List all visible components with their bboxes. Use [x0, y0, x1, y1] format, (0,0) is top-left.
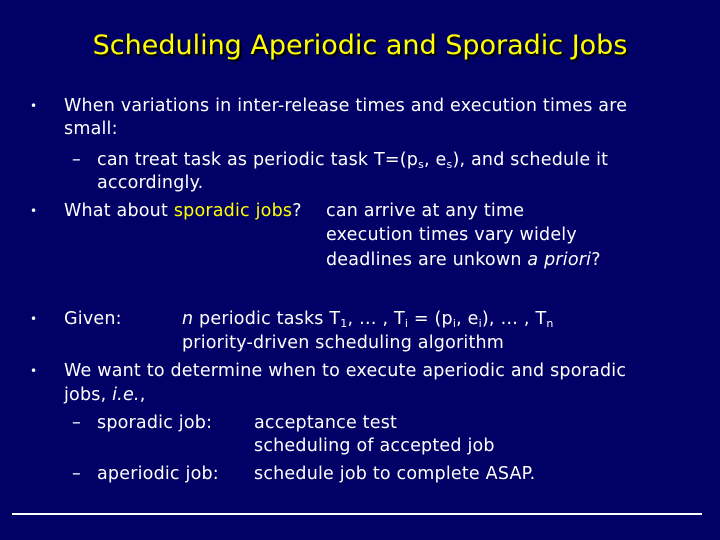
aperiodic-job-label: aperiodic job:: [97, 464, 219, 484]
given-label: Given:: [64, 309, 122, 329]
bullet-icon: •: [30, 312, 38, 326]
dash-icon: –: [72, 150, 81, 170]
bullet-icon: •: [30, 364, 38, 378]
dash-icon: –: [72, 464, 81, 484]
bullet4-line1: We want to determine when to execute aperiodic and sporadic: [64, 361, 627, 381]
bullet1-subpoint-line2: accordingly.: [97, 173, 204, 193]
aperiodic-item: schedule job to complete ASAP.: [254, 464, 536, 484]
sporadic-item2: scheduling of accepted job: [254, 436, 495, 456]
bullet2-question: What about sporadic jobs?: [64, 201, 302, 221]
sporadic-jobs-highlight: sporadic jobs: [173, 201, 293, 221]
bullet-icon: •: [30, 204, 38, 218]
given-tasks: n periodic tasks $T_1$, … , $T_i = (p_i$, $e_i$), … , $T_n$: [182, 309, 554, 330]
slide-title: Scheduling Aperiodic and Sporadic Jobs: [92, 30, 628, 61]
bullet-icon: •: [30, 99, 38, 113]
bottom-divider: [12, 513, 702, 515]
bullet2-item2: execution times vary widely: [326, 225, 577, 245]
sporadic-job-label: sporadic job:: [97, 413, 213, 433]
sporadic-item1: acceptance test: [254, 413, 398, 433]
bullet1-line1: When variations in inter-release times and execution times are: [64, 96, 628, 116]
dash-icon: –: [72, 413, 81, 433]
bullet4-line2: jobs, i.e.,: [64, 385, 146, 405]
bullet1-line2: small:: [64, 119, 118, 139]
bullet1-subpoint: can treat task as periodic task $T=(p_s$, $e_s$), and schedule it: [97, 150, 609, 171]
given-algorithm: priority-driven scheduling algorithm: [182, 333, 505, 353]
bullet2-item3: deadlines are unkown a priori?: [326, 250, 601, 270]
bullet2-item1: can arrive at any time: [326, 201, 525, 221]
